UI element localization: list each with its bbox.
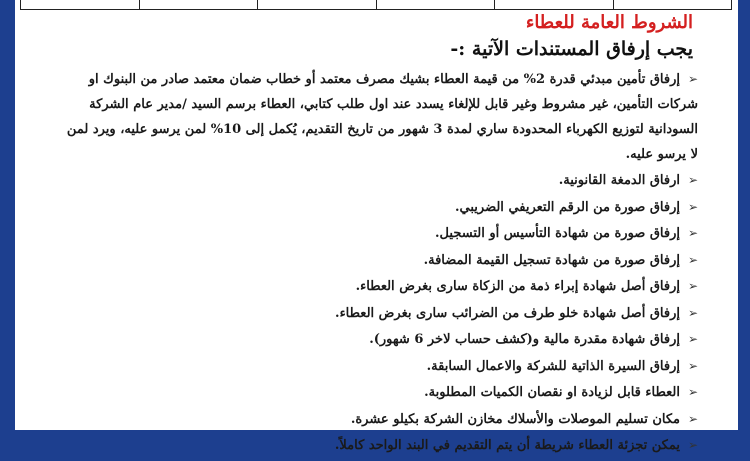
list-item [58,434,698,458]
list-item-text: إرفاق صورة من الرقم التعريفي الضريبي. [455,199,680,215]
arrow-check-icon: ➢ [687,438,698,452]
arrow-check-icon: ➢ [687,411,698,426]
list-item-text: مكان تسليم الموصلات والأسلاك مخازن الشركة بكيلو عشرة. [350,411,680,427]
list-item-text: إرفاق السيرة الذاتية للشركة والاعمال السابقة. [426,358,680,374]
table-cell [376,0,495,9]
table-cell [613,0,732,9]
list-item-text: إرفاق صورة من شهادة التأسيس أو التسجيل. [435,226,680,241]
list-item-text: إرفاق أصل شهادة خلو طرف من الضرائب سارى بغرض العطاء. [335,305,680,321]
table-cell [21,0,139,9]
list-item [58,275,698,299]
list-item-text: إرفاق صورة من شهادة تسجيل القيمة المضافة. [423,252,680,268]
list-item [58,328,698,352]
arrow-check-icon: ➢ [687,279,698,293]
table-bottom-edge [20,0,732,10]
arrow-check-icon: ➢ [687,72,698,86]
list-item-text: يمكن تجزئة العطاء شريطة أن يتم التقديم في البند الواحد كاملاً. [334,438,680,453]
arrow-check-icon: ➢ [687,385,698,399]
list-item [58,249,698,273]
document-page [15,0,738,453]
general-conditions-heading: الشروط العامة للعطاء [525,12,693,33]
list-item [58,408,698,432]
arrow-check-icon: ➢ [687,226,698,240]
list-item-text: ارفاق الدمغة القانونية. [558,173,680,188]
table-cell [257,0,376,9]
requirements-list [58,67,698,461]
list-item-text: إرفاق أصل شهادة إبراء ذمة من الزكاة سارى بغرض العطاء. [355,279,680,294]
table-cell [139,0,258,9]
list-item-text: إرفاق تأمين مبدئي قدرة 2% من قيمة العطاء بشيك مصرف معتمد أو خطاب ضمان معتمد صادر من البنوك او شركات التأمين، غير مشروط وغير قابل للإلغاء يسدد عند اول طلب كتابي، العطاء برسم السيد /مدير عام الشركة السودانية لتوزيع الكهرباء المحدودة ساري لمدة 3 شهور من تاريخ التقديم، يُكمل إلى 10% لمن يرسو عليه، ويرد لمن لا يرسو عليه. [66,72,698,162]
arrow-check-icon: ➢ [687,173,698,187]
list-item [58,196,698,220]
list-item [58,355,698,379]
list-item [58,169,698,193]
list-item-text: إرفاق شهادة مقدرة مالية و(كشف حساب لاخر 6 شهور). [369,332,680,347]
required-documents-heading: يجب إرفاق المستندات الآتية :- [450,38,693,60]
list-item [58,222,698,246]
arrow-check-icon: ➢ [687,332,698,346]
arrow-check-icon: ➢ [687,358,698,373]
arrow-check-icon: ➢ [687,199,698,214]
arrow-check-icon: ➢ [687,305,698,320]
list-item [58,302,698,326]
list-item [58,67,698,167]
arrow-check-icon: ➢ [687,252,698,267]
list-item [58,381,698,405]
table-cell [494,0,613,9]
list-item-text: العطاء قابل لزيادة او نقصان الكميات المطلوبة. [424,385,680,400]
